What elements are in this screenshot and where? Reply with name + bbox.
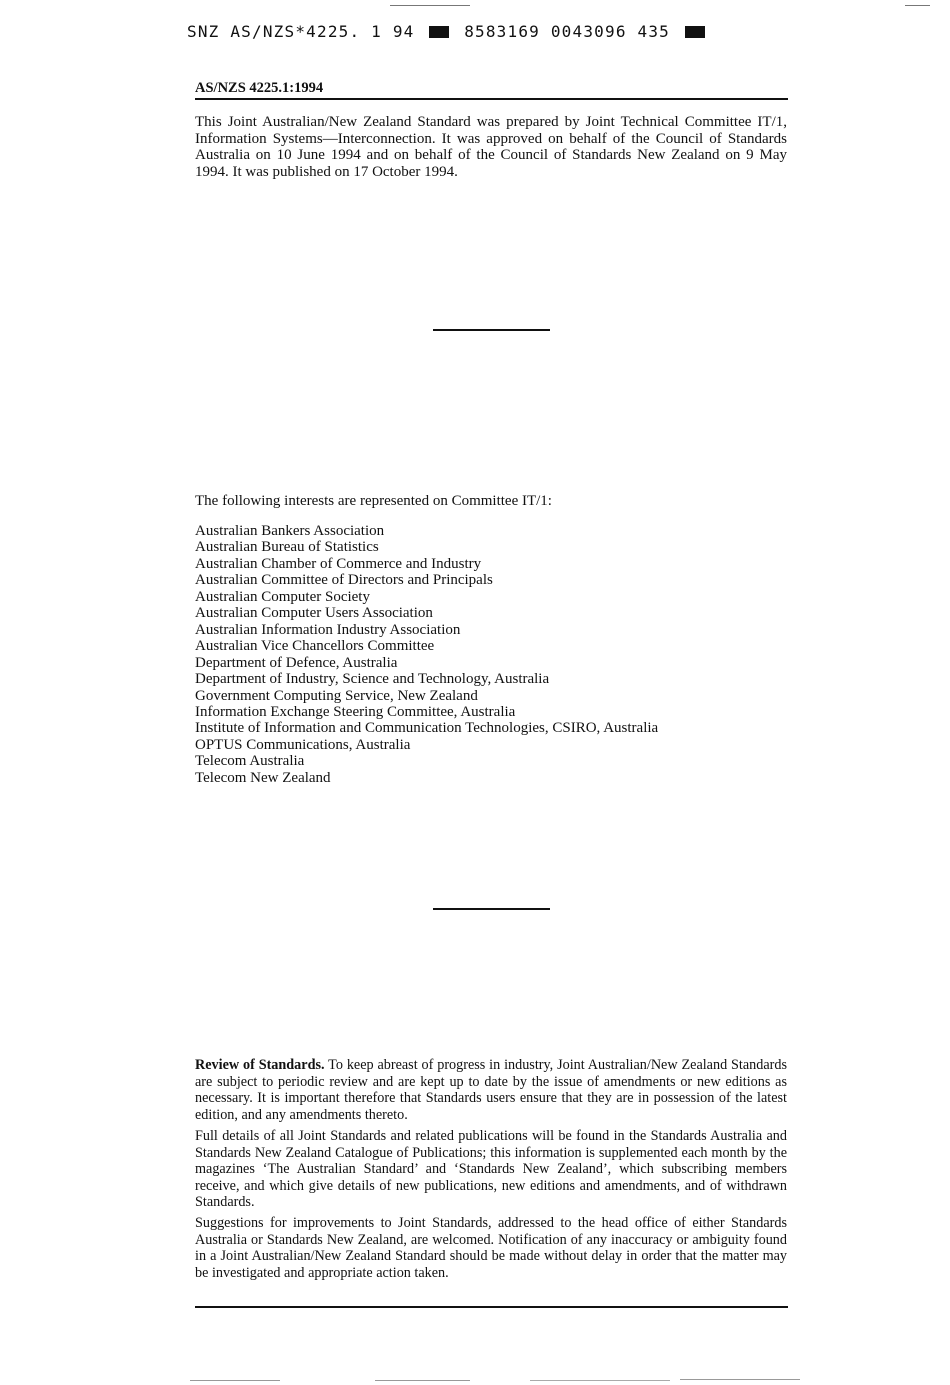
footer-rule — [195, 1306, 788, 1308]
list-item: Government Computing Service, New Zealand — [195, 687, 478, 704]
list-item: Australian Information Industry Association — [195, 621, 461, 638]
header-rule — [195, 98, 788, 100]
list-item: Australian Committee of Directors and Principals — [195, 572, 493, 589]
list-item: Australian Computer Users Association — [195, 605, 433, 622]
list-item: Institute of Information and Communication Technologies, CSIRO, Australia — [195, 720, 659, 737]
review-paragraph-1 — [195, 1057, 787, 1123]
catalog-code-left: SNZ AS/NZS*4225. 1 94 — [187, 22, 415, 41]
review-heading: Review of Standards. — [195, 1057, 325, 1073]
list-item: Department of Defence, Australia — [195, 654, 398, 671]
list-item: Australian Vice Chancellors Committee — [195, 638, 435, 655]
catalog-code-header — [187, 22, 709, 41]
standard-number: AS/NZS 4225.1:1994 — [195, 80, 324, 96]
interests-intro: The following interests are represented on Committee IT/1: — [195, 493, 552, 509]
list-item: OPTUS Communications, Australia — [195, 736, 411, 753]
review-text-1: To keep abreast of progress in industry, Joint Australian/New Zealand Standards are subject to periodic review and are kept up to date by the issue of amendments or new editions as necessary. It is important therefore that Standards users ensure that they are in possession of the latest edition, and any amendments thereto. — [195, 1057, 787, 1123]
scan-artifact-top-right — [905, 5, 930, 6]
preparation-notice: This Joint Australian/New Zealand Standard was prepared by Joint Technical Committee IT/1, Information Systems—Interconnection. It was approved on behalf of the Council of Standards Australia on 10 June 1994 and on behalf of the Council of Standards New Zealand on 9 May 1994. It was published on 17 October 1994. — [195, 114, 787, 180]
section-divider — [433, 329, 550, 331]
catalog-code-right: 8583169 0043096 435 — [464, 22, 671, 41]
section-divider — [433, 908, 550, 910]
review-paragraph-3: Suggestions for improvements to Joint Standards, addressed to the head office of either Standards Australia or Standards New Zealand, are welcomed. Notification of any inaccuracy or ambiguity found in a Joint Australian/New Zealand Standard should be made without delay in order that the matter may be investigated and appropriate action taken. — [195, 1215, 787, 1281]
list-item: Department of Industry, Science and Technology, Australia — [195, 671, 550, 688]
list-item: Australian Computer Society — [195, 588, 370, 605]
list-item: Australian Bureau of Statistics — [195, 539, 379, 556]
list-item: Telecom New Zealand — [195, 769, 331, 786]
scan-artifact-top — [390, 5, 470, 6]
list-item: Information Exchange Steering Committee, Australia — [195, 703, 516, 720]
review-paragraph-2: Full details of all Joint Standards and related publications will be found in the Standards Australia and Standards New Zealand Catalogue of Publications; this information is supplemented each month by the magazines ‘The Australian Standard’ and ‘Standards New Zealand’, which subscribing members receive, and which give details of new publications, new editions and amendments, and of withdrawn Standards. — [195, 1128, 787, 1211]
redaction-block-icon — [429, 26, 449, 38]
scan-artifact-bottom — [530, 1380, 670, 1381]
list-item: Australian Bankers Association — [195, 523, 385, 539]
scan-artifact-bottom — [680, 1379, 800, 1380]
scan-artifact-bottom — [190, 1380, 280, 1381]
redaction-block-icon — [685, 26, 705, 38]
list-item: Telecom Australia — [195, 753, 305, 770]
scan-artifact-bottom — [375, 1380, 470, 1381]
list-item: Australian Chamber of Commerce and Industry — [195, 555, 482, 572]
interests-list — [195, 523, 658, 786]
